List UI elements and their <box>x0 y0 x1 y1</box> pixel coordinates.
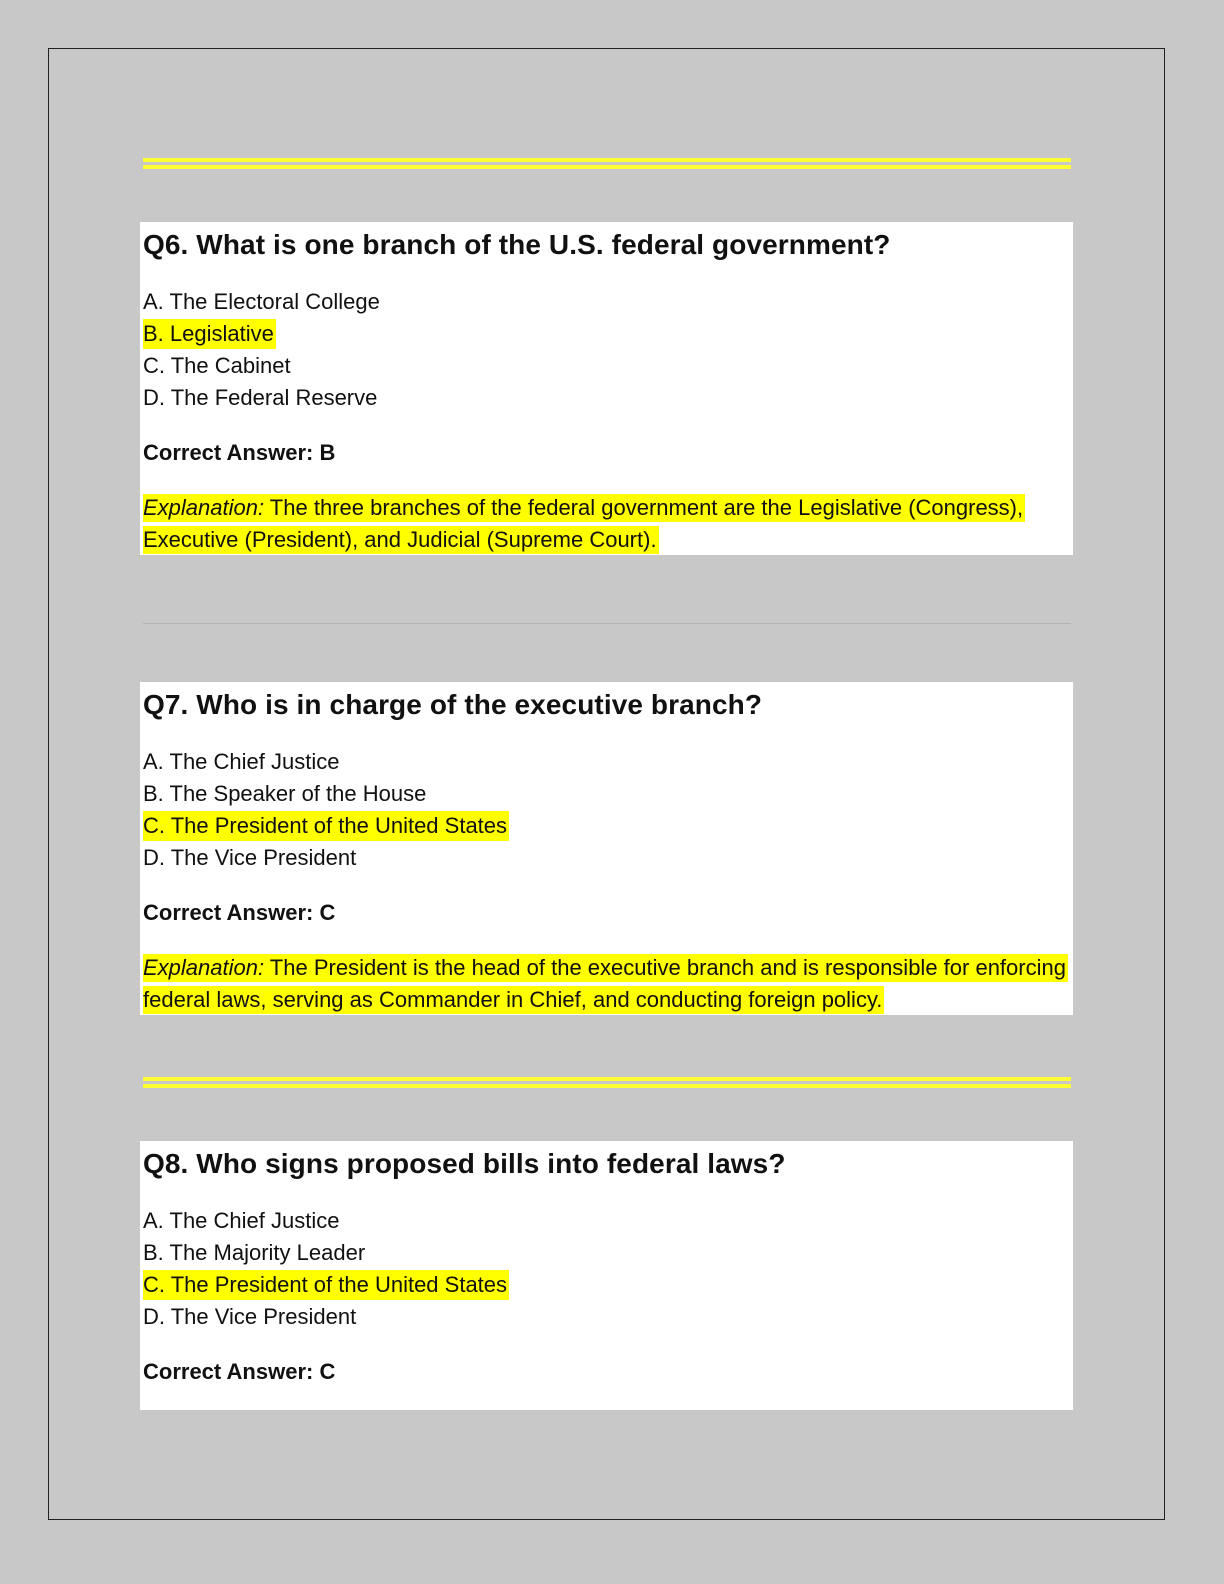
option-label: A. The Chief Justice <box>143 1208 340 1233</box>
option-d <box>143 1301 1070 1333</box>
option-label: D. The Federal Reserve <box>143 385 378 410</box>
explanation <box>143 952 1070 1016</box>
question-card-q6 <box>140 222 1073 555</box>
option-c-correct <box>143 810 1070 842</box>
option-label: C. The President of the United States <box>143 1270 509 1300</box>
explanation-label: Explanation: <box>143 495 265 520</box>
option-label: B. Legislative <box>143 319 276 349</box>
correct-answer: Correct Answer: C <box>143 1359 336 1384</box>
question-title: Q8. Who signs proposed bills into federal laws? <box>143 1148 786 1179</box>
option-d <box>143 842 1070 874</box>
option-label: B. The Speaker of the House <box>143 781 427 806</box>
option-d <box>143 382 1070 414</box>
option-label: A. The Electoral College <box>143 289 380 314</box>
divider-double-yellow <box>143 1077 1071 1088</box>
option-label: B. The Majority Leader <box>143 1240 366 1265</box>
explanation <box>143 492 1070 556</box>
explanation-text: The President is the head of the executive branch and is responsible for enforcing federal laws, serving as Commander in Chief, and conducting foreign policy. <box>143 955 1066 1012</box>
option-label: D. The Vice President <box>143 845 357 870</box>
question-title: Q6. What is one branch of the U.S. federal government? <box>143 229 891 260</box>
option-b <box>143 1237 1070 1269</box>
option-b-correct <box>143 318 1070 350</box>
explanation-label: Explanation: <box>143 955 265 980</box>
options-list <box>143 286 1070 414</box>
divider-thin <box>143 623 1071 624</box>
question-title: Q7. Who is in charge of the executive branch? <box>143 689 763 720</box>
option-c-correct <box>143 1269 1070 1301</box>
explanation-text: The three branches of the federal government are the Legislative (Congress), Executive (President), and Judicial (Supreme Court). <box>143 495 1024 552</box>
correct-answer: Correct Answer: C <box>143 900 336 925</box>
options-list <box>143 746 1070 874</box>
option-label: D. The Vice President <box>143 1304 357 1329</box>
option-a <box>143 1205 1070 1237</box>
option-label: C. The Cabinet <box>143 353 291 378</box>
correct-answer: Correct Answer: B <box>143 440 336 465</box>
option-label: A. The Chief Justice <box>143 749 340 774</box>
option-label: C. The President of the United States <box>143 811 509 841</box>
option-c <box>143 350 1070 382</box>
options-list <box>143 1205 1070 1333</box>
question-card-q8 <box>140 1141 1073 1410</box>
divider-double-yellow <box>143 158 1071 169</box>
option-a <box>143 746 1070 778</box>
question-card-q7 <box>140 682 1073 1015</box>
option-b <box>143 778 1070 810</box>
option-a <box>143 286 1070 318</box>
